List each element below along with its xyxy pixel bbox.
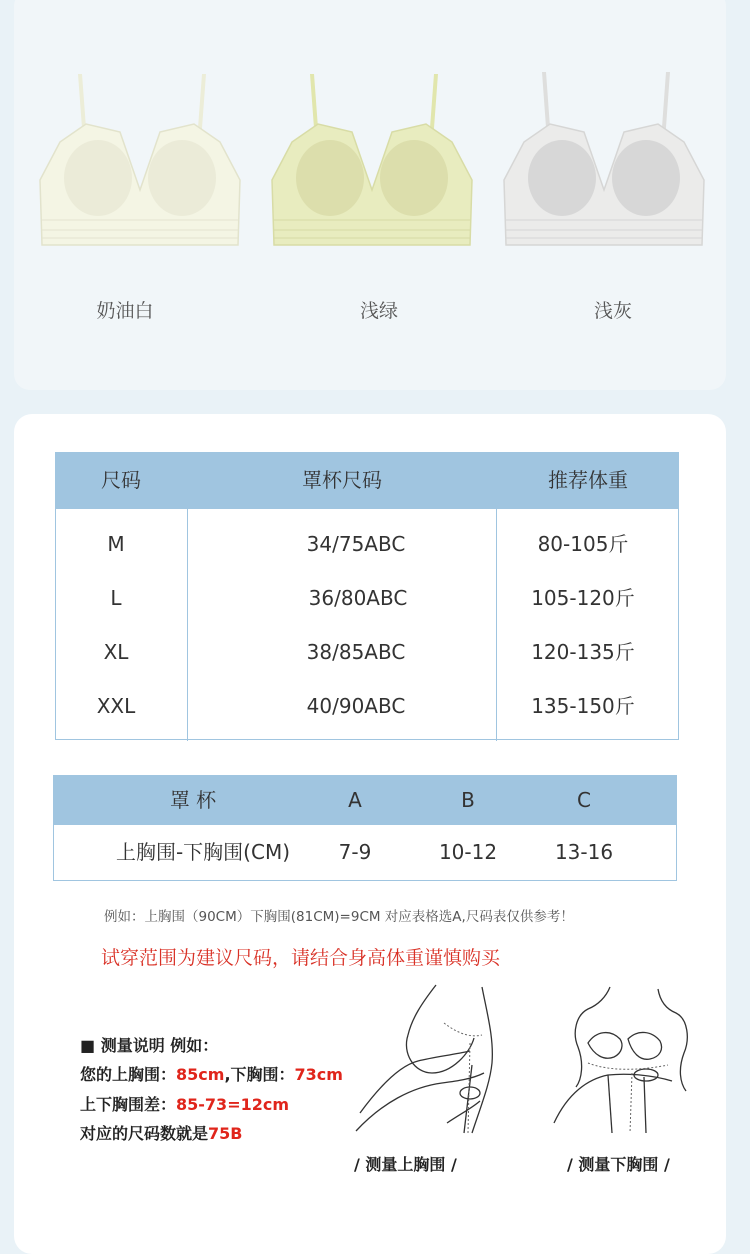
color-label-light-green: 浅绿 [359, 300, 398, 322]
size-warning: 试穿范围为建议尺码，请结合身高体重谨慎购买 [101, 947, 501, 969]
size-table-header [55, 452, 679, 509]
cup-header-b: B [461, 788, 475, 812]
measure-line-1 [80, 1062, 343, 1085]
cup-value-a: 7-9 [338, 840, 372, 864]
caption-upper-bust: / 测量上胸围 / [354, 1155, 457, 1174]
cup-row-label: 上胸围-下胸围(CM) [115, 840, 291, 864]
table-cell-weight: 135-150斤 [531, 694, 635, 718]
bust-diff-label: 上下胸围差： [80, 1095, 177, 1114]
table-cell-weight: 120-135斤 [531, 640, 635, 664]
table-cell-cup: 38/85ABC [306, 640, 406, 664]
upper-bust-label: 您的上胸围： [80, 1065, 177, 1084]
table-cell-cup: 36/80ABC [308, 586, 408, 610]
color-label-light-grey: 浅灰 [593, 300, 632, 322]
product-image-cream-white[interactable] [30, 60, 250, 260]
cup-header-a: A [348, 788, 362, 812]
header-cup-size: 罩杯尺码 [302, 468, 382, 492]
header-weight: 推荐体重 [548, 468, 628, 492]
table-cell-size: XXL [96, 694, 136, 718]
table-cell-cup: 34/75ABC [306, 532, 406, 556]
cup-value-b: 10-12 [438, 840, 498, 864]
result-value: 75B [208, 1124, 243, 1143]
lower-bust-illustration [548, 983, 698, 1143]
cup-table [53, 775, 677, 881]
measure-line-3 [80, 1121, 242, 1144]
table-cell-cup: 40/90ABC [306, 694, 406, 718]
result-label: 对应的尺码数就是 [80, 1124, 209, 1143]
cup-header-label: 罩 杯 [169, 788, 217, 812]
size-table [55, 452, 679, 741]
table-cell-weight: 105-120斤 [531, 586, 635, 610]
cup-header-c: C [577, 788, 591, 812]
product-image-light-grey[interactable] [494, 60, 714, 260]
table-cell-size: L [110, 586, 122, 610]
measure-title: ■ 测量说明 例如： [80, 1036, 219, 1055]
bust-diff-value: 85-73=12cm [176, 1095, 290, 1114]
header-size: 尺码 [101, 468, 141, 492]
product-image-light-green[interactable] [262, 60, 482, 260]
caption-lower-bust: / 测量下胸围 / [567, 1155, 670, 1174]
table-cell-size: XL [103, 640, 129, 664]
lower-bust-label: ,下胸围： [224, 1065, 295, 1084]
color-label-cream-white: 奶油白 [96, 300, 154, 322]
table-cell-size: M [107, 532, 125, 556]
upper-bust-illustration [352, 983, 507, 1143]
measure-line-2 [80, 1092, 289, 1115]
lower-bust-value: 73cm [294, 1065, 343, 1084]
table-cell-weight: 80-105斤 [537, 532, 629, 556]
upper-bust-value: 85cm [176, 1065, 225, 1084]
example-note: 例如：上胸围（90CM）下胸围(81CM)=9CM 对应表格选A,尺码表仅供参考！ [104, 909, 574, 925]
cup-value-c: 13-16 [554, 840, 614, 864]
